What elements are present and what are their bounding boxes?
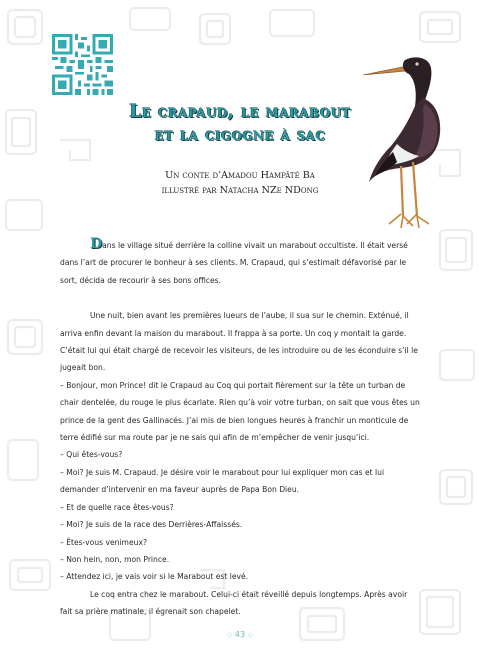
credit-author: Un conte d’Amadou Hampâté Ba [165,170,315,181]
dropcap-letter: D [90,236,103,252]
dialogue-line: – Et de quelle race êtes-vous? [60,502,174,512]
dialogue-line: – Attendez ici, je vais voir si le Marabout est levé. [60,572,249,582]
title-line-2: et la cigogne à sac [154,125,326,145]
paragraph-1-text: ans le village situé derrière la colline vivait un marabout occultiste. Il était versé dans l’art de procurer le bonheur à ses clients. M. Crapaud, qui s’estimait défavorisé par le sort, décida de recourir à ses bons offices. [60,241,408,285]
paragraph-3: Le coq entra chez le marabout. Celui-ci était réveillé depuis longtemps. Après avoir fait sa prière matinale, il égrenait son chapelet. [60,589,408,617]
page-number: 43 [234,630,246,639]
dialogue-line: – Moi? Je suis M. Crapaud. Je désire voir le marabout pour lui expliquer mon cas et lui demander d’intervenir en ma faveur auprès de Papa Bon Dieu. [60,467,385,495]
story-body [60,236,420,621]
dialogue-line: – Êtes-vous venimeux? [60,537,147,547]
story-credits [130,168,350,198]
paragraph-1 [60,236,420,289]
qr-code-icon[interactable] [52,34,113,95]
dialogue-line: – Moi? Je suis de la race des Derrières-Affaissés. [60,520,243,530]
diamond-ornament-icon: ◇ [247,631,254,639]
dialogue-line: – Qui êtes-vous? [60,450,123,460]
title-line-1: Le crapaud, le marabout [129,102,351,122]
page-footer [200,630,280,639]
dialogue-line: – Non hein, non, mon Prince. [60,554,170,564]
stork-illustration-icon [345,48,455,238]
diamond-ornament-icon: ◇ [226,631,233,639]
credit-illustrator: illustré par Natacha NZe NDong [161,185,319,196]
paragraph-2: Une nuit, bien avant les premières lueurs de l’aube, il sua sur le chemin. Exténué, il arriva enfin devant la maison du marabout. Il frappa à sa porte. Un coq y montait la garde. C’était lui qui était chargé de recevoir les visiteurs, de les introduire ou de les éconduire s’il le jugeait bon. [60,311,418,373]
dialogue-line: – Bonjour, mon Prince! dit le Crapaud au Coq qui portait fièrement sur la tête un turban de chair dentelée, du rouge le plus écarlate. Rien qu’à voir votre turban, on sait que vous êtes un prince de la gent des Gallinacés. J’ai mis de bien longues heures à franchir un monticule de terre édifié sur ma route par je ne sais qui afin de m’empêcher de venir jusqu’ici. [60,380,420,443]
